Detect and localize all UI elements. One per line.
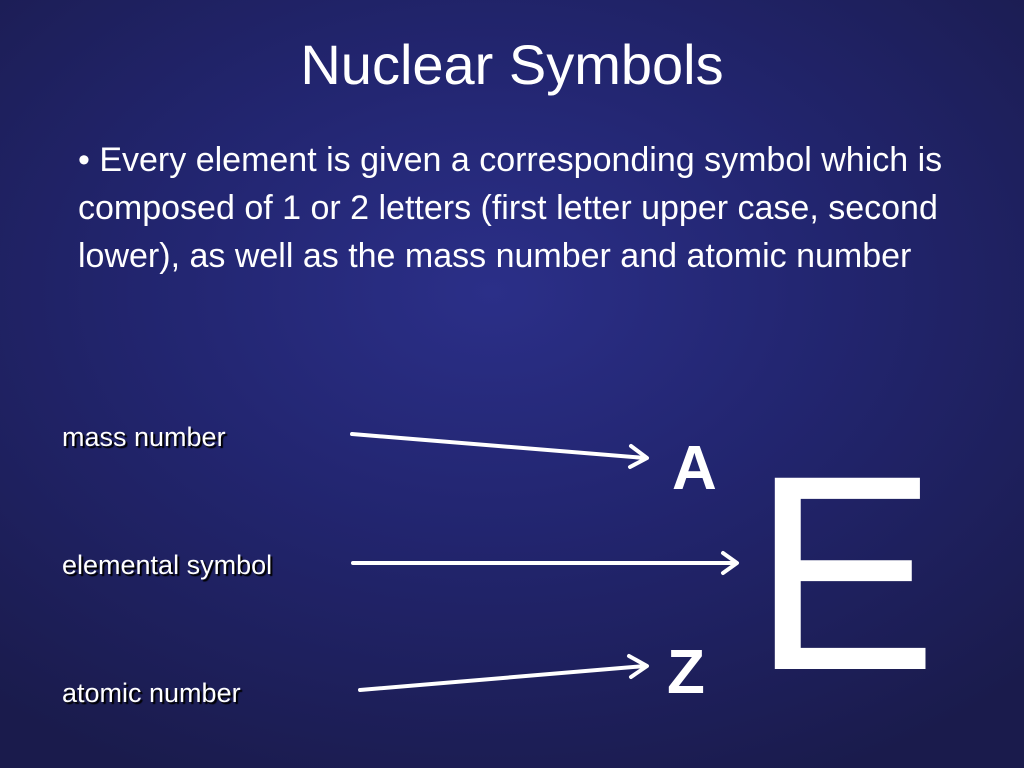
- mass-number-letter: A: [672, 434, 717, 503]
- elemental-symbol-label: elemental symbol: [62, 550, 273, 580]
- slide-title: Nuclear Symbols: [300, 33, 724, 96]
- mass-number-arrow: [352, 434, 647, 467]
- elemental-symbol-arrow: [353, 553, 737, 573]
- bullet-text: • Every element is given a corresponding symbol which is composed of 1 or 2 letters (first letter upper case, second lower), as well as the mass number and atomic number: [78, 141, 943, 275]
- element-symbol-letter: E: [752, 417, 938, 728]
- atomic-number-label: atomic number: [62, 678, 241, 708]
- atomic-number-letter: Z: [667, 638, 705, 707]
- mass-number-label: mass number: [62, 422, 226, 452]
- atomic-number-arrow: [360, 656, 647, 690]
